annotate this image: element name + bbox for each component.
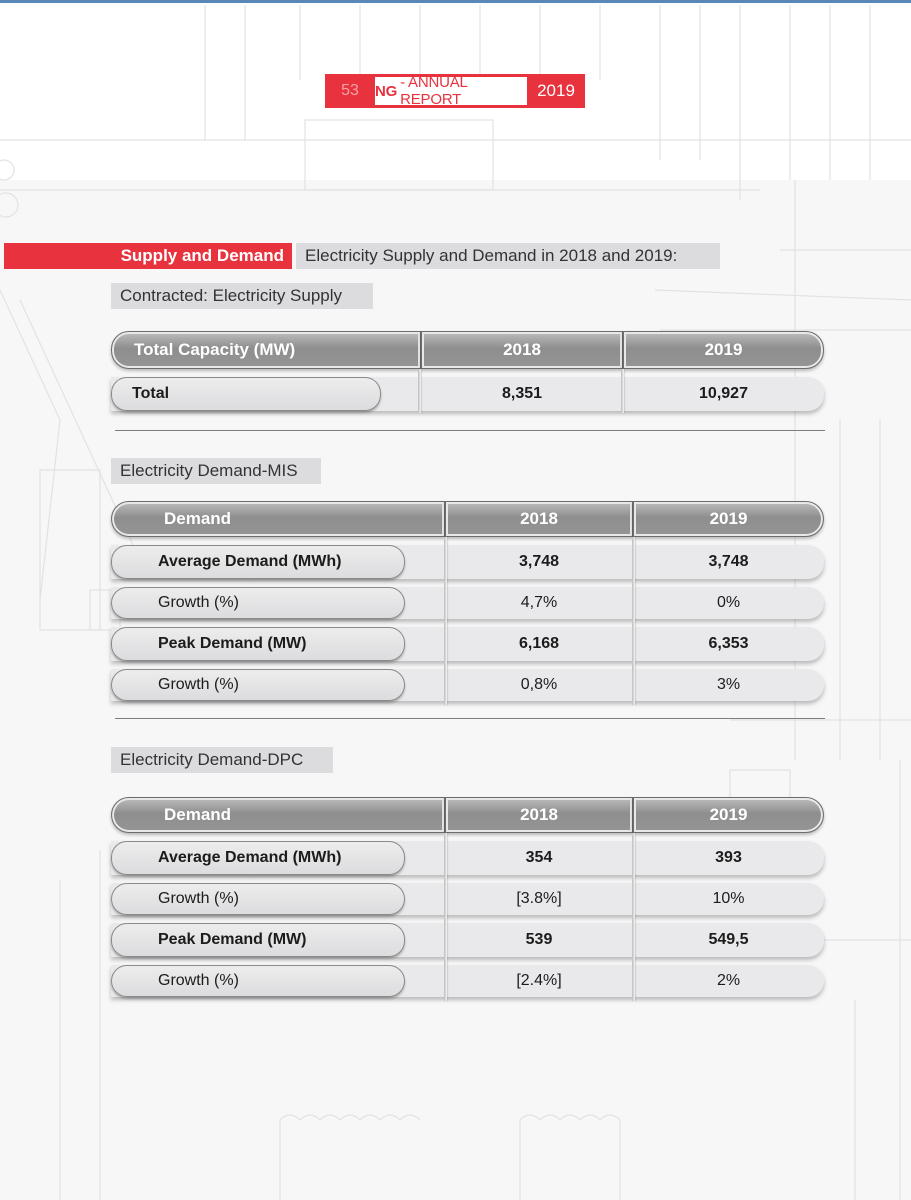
report-header-badge [325, 74, 585, 108]
section-title: Supply and Demand [4, 243, 292, 269]
report-label: - ANNUAL REPORT [400, 74, 468, 108]
value-2018: 354 [525, 849, 553, 866]
value-2018: 6,168 [518, 635, 560, 652]
value-2019: 393 [715, 849, 742, 866]
mis-caption: Electricity Demand-MIS [111, 458, 321, 484]
value-2018: 4,7% [520, 594, 558, 611]
mis-demand-table [111, 501, 824, 705]
row-label: Average Demand (MWh) [111, 841, 405, 875]
section-divider [115, 718, 825, 719]
row-label: Growth (%) [111, 669, 405, 701]
column-header: Demand [111, 797, 445, 833]
section-divider [115, 430, 825, 431]
table-row [111, 627, 824, 661]
column-header: 2019 [633, 501, 824, 537]
top-rule [0, 0, 911, 3]
value-2019: 3% [716, 676, 741, 693]
row-label: Growth (%) [111, 587, 405, 619]
row-label: Peak Demand (MW) [111, 923, 405, 957]
table-row [111, 587, 824, 619]
column-header: 2019 [633, 797, 824, 833]
column-header: 2018 [445, 797, 633, 833]
value-2018: 8,351 [501, 385, 543, 402]
table-row [111, 883, 824, 915]
column-header: Total Capacity (MW) [111, 331, 421, 369]
page-number: 53 [341, 82, 359, 99]
value-2019: 3,748 [708, 553, 749, 570]
value-2019: 10% [712, 890, 745, 907]
table-row [111, 965, 824, 997]
supply-caption: Contracted: Electricity Supply [111, 283, 373, 309]
row-label: Peak Demand (MW) [111, 627, 405, 661]
value-2019: 0% [716, 594, 741, 611]
dpc-demand-table [111, 797, 824, 1001]
section-subtitle: Electricity Supply and Demand in 2018 and 2019: [296, 243, 720, 269]
row-label: Average Demand (MWh) [111, 545, 405, 579]
column-header: Demand [111, 501, 445, 537]
table-header-row [111, 797, 824, 833]
value-2019: 549,5 [708, 931, 749, 948]
report-title [375, 74, 527, 108]
row-label: Growth (%) [111, 965, 405, 997]
table-header-row [111, 331, 824, 369]
column-header: 2018 [445, 501, 633, 537]
supply-table [111, 331, 824, 413]
value-2019: 2% [716, 972, 741, 989]
row-label: Total [111, 377, 381, 411]
table-row [111, 669, 824, 701]
column-header: 2019 [623, 331, 824, 369]
row-label: Growth (%) [111, 883, 405, 915]
table-row [111, 545, 824, 579]
table-row [111, 841, 824, 875]
report-year: 2019 [537, 81, 575, 100]
value-2019: 6,353 [708, 635, 749, 652]
value-2018: [2.4%] [516, 972, 562, 989]
table-row [111, 923, 824, 957]
dpc-caption: Electricity Demand-DPC [111, 747, 333, 773]
table-header-row [111, 501, 824, 537]
value-2018: 0,8% [520, 676, 558, 693]
value-2019: 10,927 [699, 385, 748, 402]
value-2018: 3,748 [518, 553, 560, 570]
brand-name: NG [375, 82, 398, 100]
table-row [111, 377, 824, 411]
value-2018: [3.8%] [516, 890, 562, 907]
value-2018: 539 [525, 931, 553, 948]
column-header: 2018 [421, 331, 623, 369]
